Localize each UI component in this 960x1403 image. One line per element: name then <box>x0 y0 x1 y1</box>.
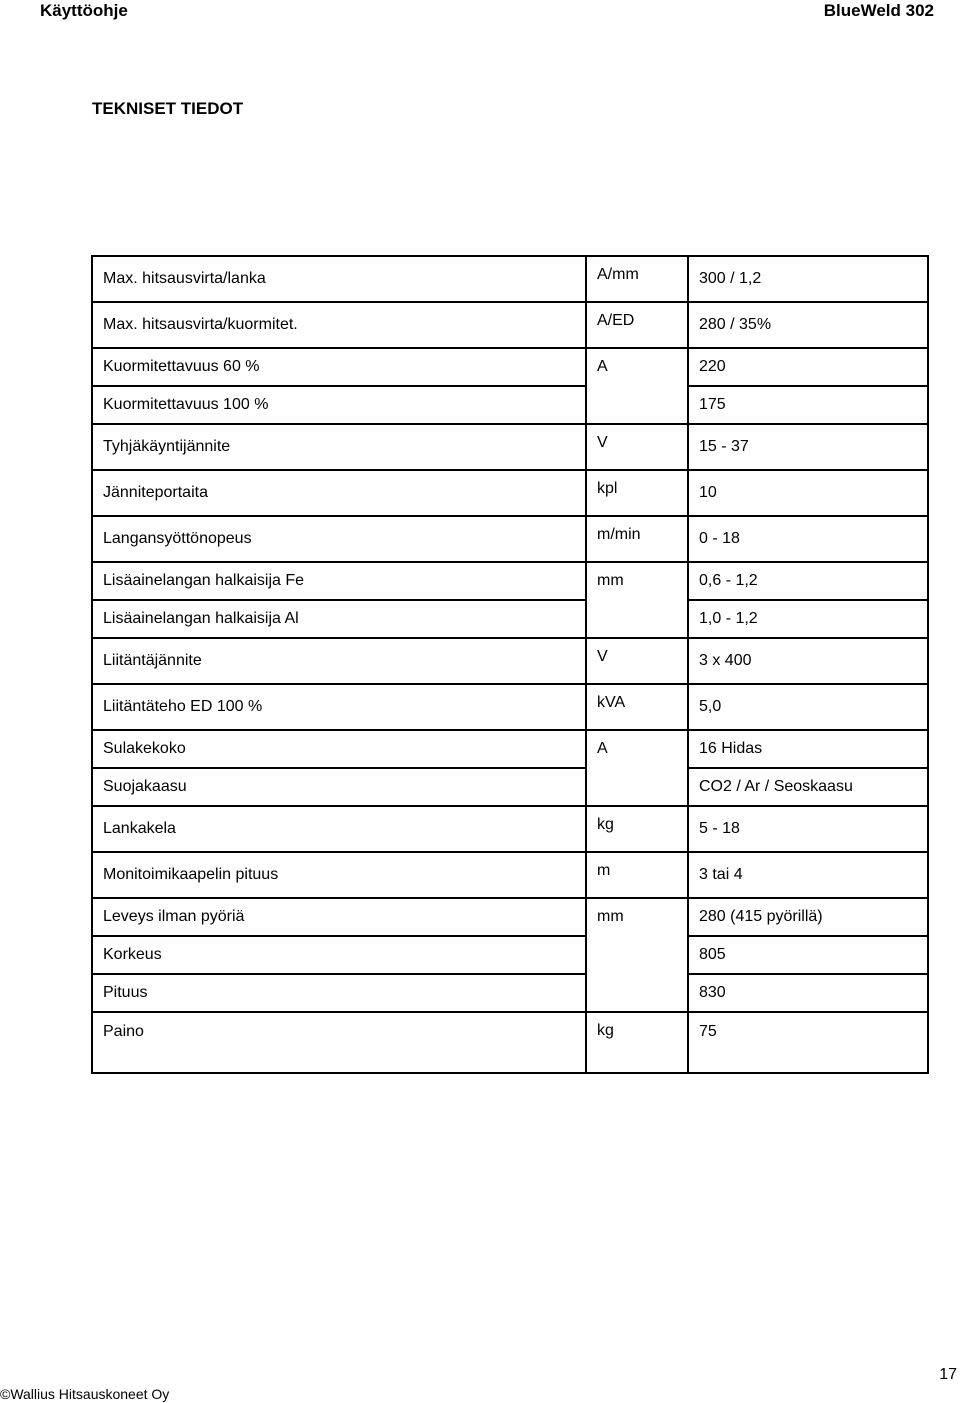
spec-label: Langansyöttönopeus <box>92 516 586 562</box>
spec-value: 3 x 400 <box>688 638 928 684</box>
spec-label: Lisäainelangan halkaisija Al <box>92 600 586 638</box>
document-title: Käyttöohje <box>40 1 128 20</box>
spec-unit: A/mm <box>586 256 688 302</box>
page-number: 17 <box>939 1366 957 1383</box>
spec-label: Suojakaasu <box>92 768 586 806</box>
spec-value: 220 <box>688 348 928 386</box>
spec-unit: kg <box>586 1012 688 1073</box>
spec-unit: kg <box>586 806 688 852</box>
spec-label: Liitäntäteho ED 100 % <box>92 684 586 730</box>
section-title: TEKNISET TIEDOT <box>92 99 244 118</box>
spec-label: Jänniteportaita <box>92 470 586 516</box>
spec-row <box>92 302 928 348</box>
spec-value: 5 - 18 <box>688 806 928 852</box>
spec-row <box>92 898 928 936</box>
spec-value: 805 <box>688 936 928 974</box>
footer-copyright: ©Wallius Hitsauskoneet Oy <box>0 1386 170 1402</box>
spec-label: Liitäntäjännite <box>92 638 586 684</box>
spec-value: 830 <box>688 974 928 1012</box>
spec-value: 75 <box>688 1012 928 1073</box>
spec-value: 10 <box>688 470 928 516</box>
spec-label: Tyhjäkäyntijännite <box>92 424 586 470</box>
spec-row <box>92 768 928 806</box>
spec-row <box>92 852 928 898</box>
spec-label: Kuormitettavuus 60 % <box>92 348 586 386</box>
spec-unit: kVA <box>586 684 688 730</box>
spec-row <box>92 684 928 730</box>
spec-row <box>92 974 928 1012</box>
spec-table-body <box>92 256 928 1073</box>
spec-label: Korkeus <box>92 936 586 974</box>
spec-row <box>92 516 928 562</box>
spec-row <box>92 256 928 302</box>
spec-row <box>92 1012 928 1073</box>
spec-label: Monitoimikaapelin pituus <box>92 852 586 898</box>
spec-label: Max. hitsausvirta/lanka <box>92 256 586 302</box>
spec-value: 280 (415 pyörillä) <box>688 898 928 936</box>
spec-value: 280 / 35% <box>688 302 928 348</box>
spec-value: 5,0 <box>688 684 928 730</box>
spec-value: 3 tai 4 <box>688 852 928 898</box>
spec-unit: A <box>586 730 688 806</box>
spec-label: Lankakela <box>92 806 586 852</box>
spec-value: 16 Hidas <box>688 730 928 768</box>
spec-unit: mm <box>586 562 688 638</box>
spec-row <box>92 562 928 600</box>
spec-value: 0 - 18 <box>688 516 928 562</box>
spec-unit: V <box>586 424 688 470</box>
spec-row <box>92 730 928 768</box>
spec-row <box>92 936 928 974</box>
spec-value: CO2 / Ar / Seoskaasu <box>688 768 928 806</box>
spec-row <box>92 638 928 684</box>
spec-unit: m <box>586 852 688 898</box>
spec-value: 15 - 37 <box>688 424 928 470</box>
spec-label: Pituus <box>92 974 586 1012</box>
spec-value: 175 <box>688 386 928 424</box>
spec-unit: V <box>586 638 688 684</box>
spec-row <box>92 806 928 852</box>
spec-row <box>92 424 928 470</box>
spec-value: 1,0 - 1,2 <box>688 600 928 638</box>
spec-table <box>91 255 929 1074</box>
product-name: BlueWeld 302 <box>823 1 934 20</box>
spec-unit: m/min <box>586 516 688 562</box>
spec-value: 0,6 - 1,2 <box>688 562 928 600</box>
spec-label: Paino <box>103 1023 144 1040</box>
spec-label: Max. hitsausvirta/kuormitet. <box>92 302 586 348</box>
spec-row <box>92 386 928 424</box>
spec-row <box>92 470 928 516</box>
spec-label: Sulakekoko <box>92 730 586 768</box>
spec-unit: A <box>586 348 688 424</box>
spec-row <box>92 600 928 638</box>
spec-value: 300 / 1,2 <box>688 256 928 302</box>
spec-label: Kuormitettavuus 100 % <box>92 386 586 424</box>
spec-label: Lisäainelangan halkaisija Fe <box>92 562 586 600</box>
spec-label: Leveys ilman pyöriä <box>92 898 586 936</box>
spec-unit: A/ED <box>586 302 688 348</box>
spec-row <box>92 348 928 386</box>
spec-unit: mm <box>586 898 688 1012</box>
spec-unit: kpl <box>586 470 688 516</box>
